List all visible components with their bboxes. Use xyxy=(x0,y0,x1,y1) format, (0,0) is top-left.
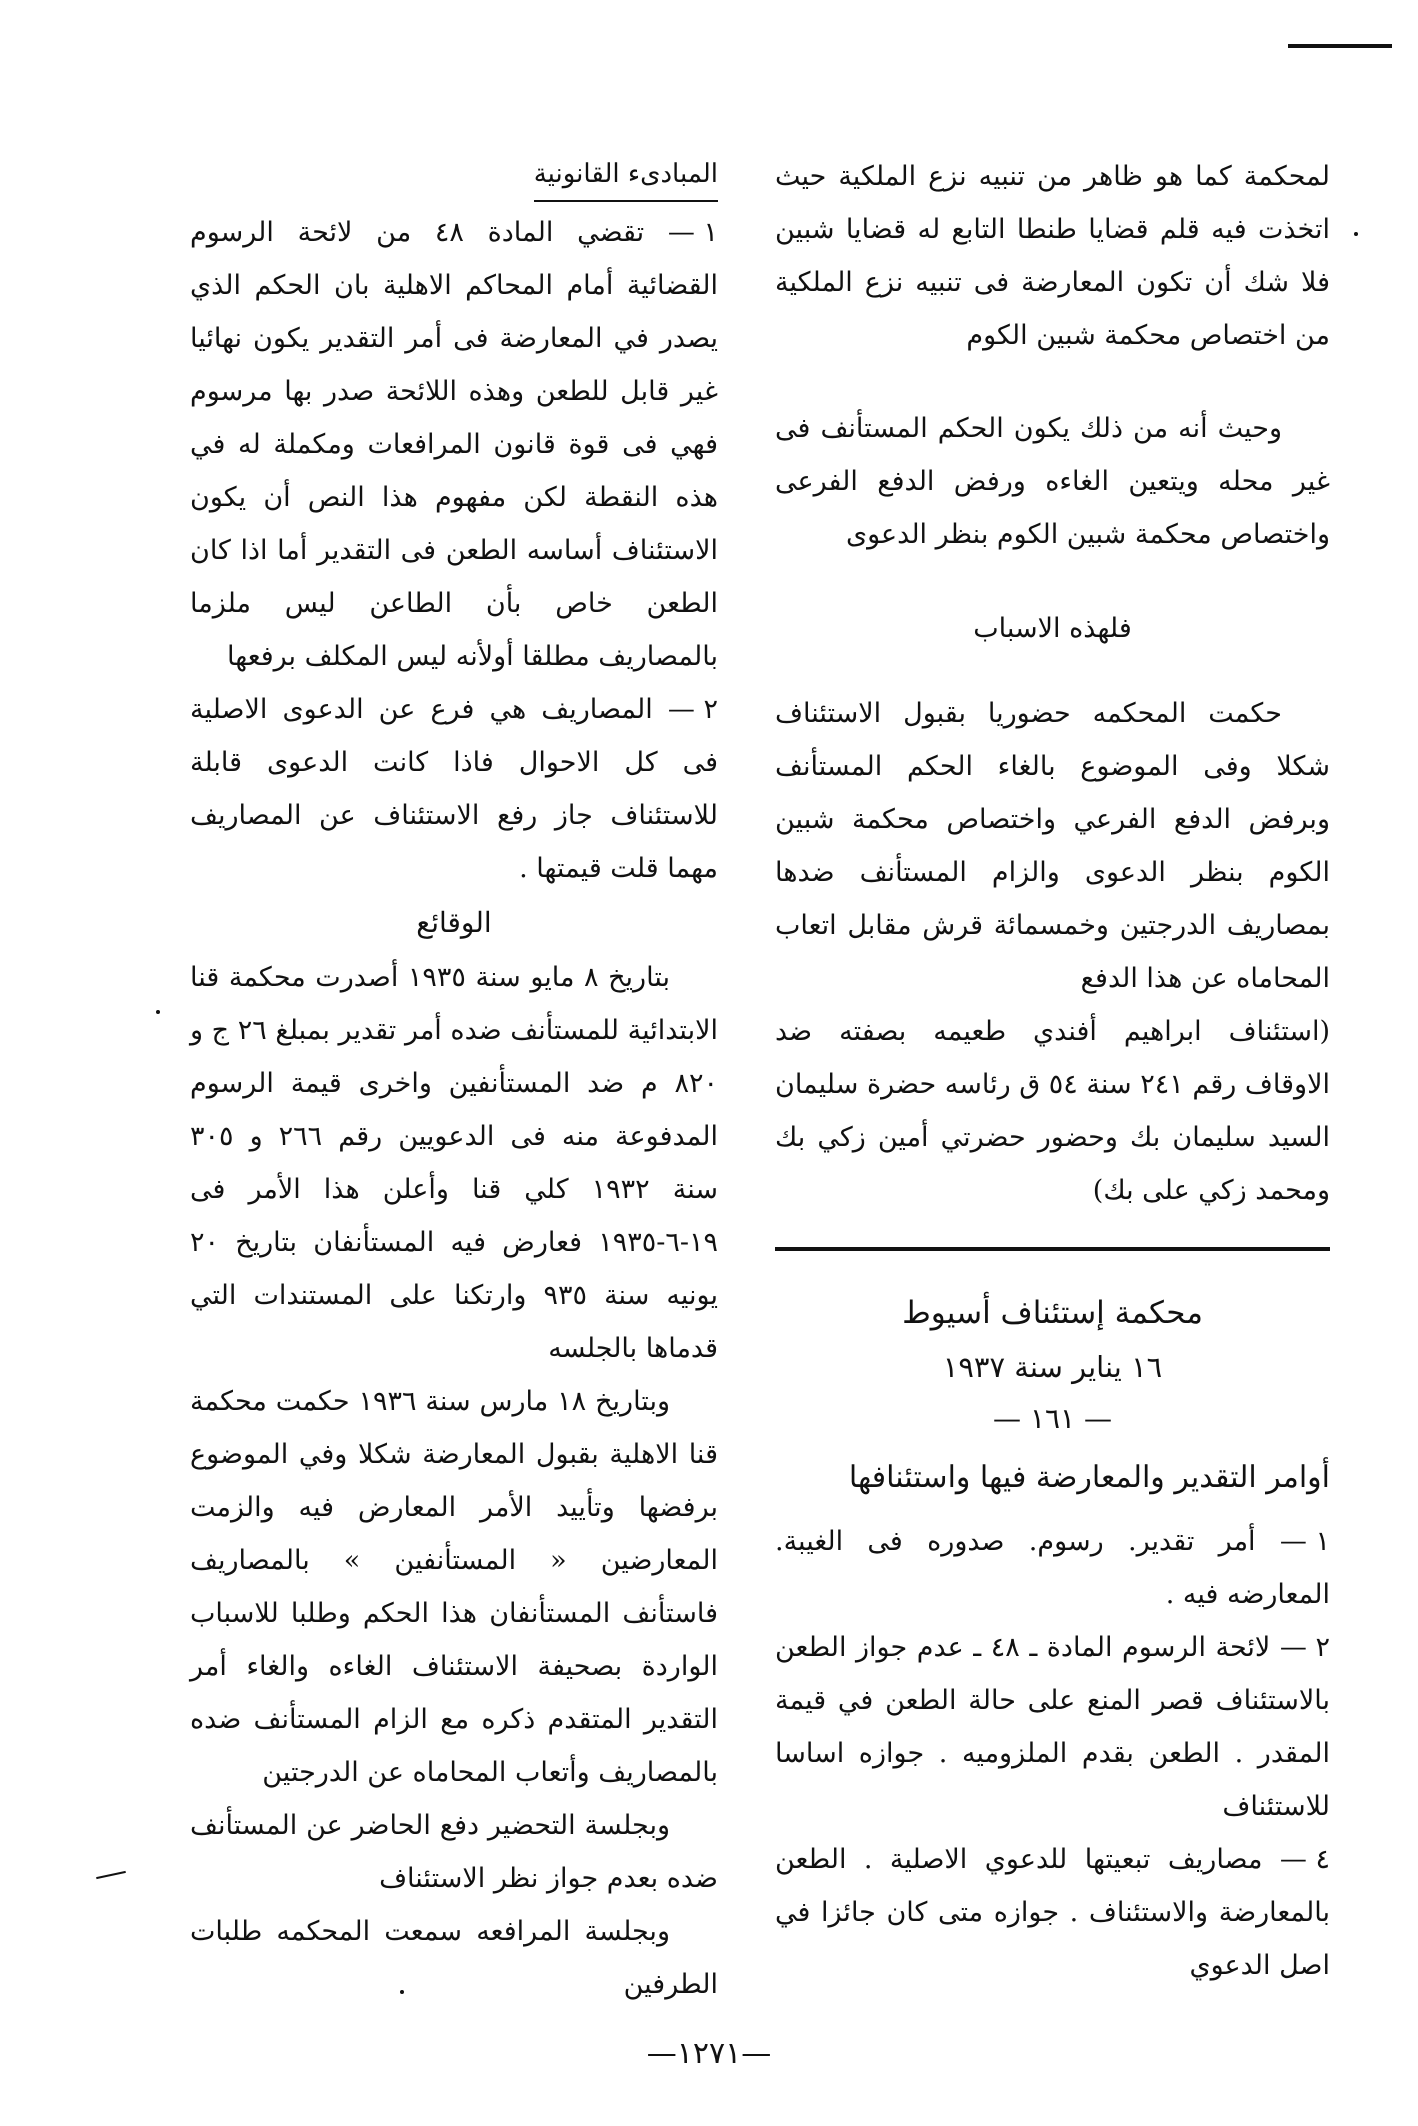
page-number xyxy=(0,2036,1418,2071)
facts-heading: الوقائع xyxy=(416,906,492,939)
scan-speck xyxy=(156,1010,160,1014)
margin-mark xyxy=(96,1871,126,1879)
summary-item xyxy=(775,1621,1330,1833)
principle-number: ١ — xyxy=(667,217,718,248)
section-divider xyxy=(775,1247,1330,1251)
principle-item xyxy=(190,206,718,683)
facts-paragraph: وبجلسة التحضير دفع الحاضر عن المستأنف ضده بعدم جواز نظر الاستئناف xyxy=(190,1810,718,1894)
paragraph-appeal-reasoning: وحيث أنه من ذلك يكون الحكم المستأنف فى غير محله ويتعين الغاءه ورفض الدفع الفرعى واختصاص محكمة شبين الكوم بنظر الدعوى xyxy=(775,413,1330,550)
facts-paragraph: بتاريخ ٨ مايو سنة ١٩٣٥ أصدرت محكمة قنا الابتدائية للمستأنف ضده أمر تقدير بمبلغ ٢٦ ج و ٨٢٠ م ضد المستأنفين واخرى قيمة الرسوم المدفوعة منه فى الدعويين رقم ٢٦٦ و ٣٠٥ سنة ١٩٣٢ كلي قنا وأعلن هذا الأمر فى ١٩-٦-١٩٣٥ فعارض فيه المستأنفان بتاريخ ٢٠ يونيه سنة ٩٣٥ وارتكنا على المستندات التي قدماها بالجلسه xyxy=(190,962,719,1364)
right-column xyxy=(775,150,1330,1992)
summary-item-text: لائحة الرسوم المادة ـ ٤٨ ـ عدم جواز الطعن بالاستئناف قصر المنع على حالة الطعن في قيمة المقدر . الطعن بقدم الملزوميه . جوازه اساسا للاستئناف xyxy=(775,1632,1330,1822)
case-topic: أوامر التقدير والمعارضة فيها واستئنافها xyxy=(848,1460,1330,1495)
principle-item xyxy=(190,683,718,895)
scan-speck xyxy=(400,1990,404,1994)
summary-item xyxy=(775,1515,1330,1621)
principle-number: ٢ — xyxy=(667,694,718,725)
summary-item xyxy=(775,1833,1330,1992)
left-column xyxy=(190,150,718,2011)
principle-text: تقضي المادة ٤٨ من لائحة الرسوم القضائية أمام المحاكم الاهلية بان الحكم الذي يصدر في المعارضة فى أمر التقدير يكون نهائيا غير قابل للطعن وهذه اللائحة صدر بها مرسوم فهي فى قوة قانون المرافعات ومكملة له في هذه النقطة لكن مفهوم هذا النص أن يكون الاستئناف أساسه الطعن فى التقدير أما اذا كان الطعن خاص بأن الطاعن ليس ملزما بالمصاريف مطلقا أولأنه ليس المكلف برفعها xyxy=(190,217,718,672)
summary-item-number: ٢ — xyxy=(1279,1632,1331,1663)
reasons-heading: فلهذه الاسباب xyxy=(973,613,1132,644)
principle-text: المصاريف هي فرع عن الدعوى الاصلية فى كل الاحوال فاذا كانت الدعوى قابلة للاستئناف جاز رفع الاستئناف عن المصاريف مهما قلت قيمتها . xyxy=(190,694,718,884)
scan-speck xyxy=(1354,232,1358,236)
case-reference: (استئناف ابراهيم أفندي طعيمه بصفته ضد الاوقاف رقم ٢٤١ سنة ٥٤ ق رئاسه حضرة سليمان السيد سليمان بك وحضور حضرتي أمين زكي بك ومحمد زكي على بك) xyxy=(775,1016,1330,1206)
paragraph-jurisdiction: لمحكمة كما هو ظاهر من تنبيه نزع الملكية حيث اتخذت فيه قلم قضايا طنطا التابع له قضايا شبين فلا شك أن تكون المعارضة فى تنبيه نزع الملكية من اختصاص محكمة شبين الكوم xyxy=(775,161,1330,351)
legal-principles-title: المبادىء القانونية xyxy=(534,150,718,202)
judgment-number: — ١٦١ — xyxy=(993,1402,1112,1435)
summary-item-number: ١ — xyxy=(1279,1526,1330,1557)
facts-paragraph: وبتاريخ ١٨ مارس سنة ١٩٣٦ حكمت محكمة قنا الاهلية بقبول المعارضة شكلا وفي الموضوع برفضها وتأييد الأمر المعارض فيه والزمت المعارضين « المستأنفين » بالمصاريف فاستأنف المستأنفان هذا الحكم وطلبا للاسباب الواردة بصحيفة الاستئناف الغاءه والغاء أمر التقدير المتقدم ذكره مع الزام المستأنف ضده بالمصاريف وأتعاب المحاماه عن الدرجتين xyxy=(190,1386,718,1788)
page-number-text: —١٢٧١— xyxy=(646,2036,772,2071)
summary-item-text: مصاريف تبعيتها للدعوي الاصلية . الطعن بالمعارضة والاستئناف . جوازه متى كان جائزا في اصل الدعوي xyxy=(775,1844,1330,1981)
court-title: محكمة إستئناف أسيوط xyxy=(902,1295,1203,1331)
judgment-date: ١٦ يناير سنة ١٩٣٧ xyxy=(942,1350,1163,1384)
facts-paragraph: وبجلسة المرافعه سمعت المحكمه طلبات الطرفين xyxy=(190,1916,718,2000)
summary-item-text: أمر تقدير. رسوم. صدوره فى الغيبة. المعارضه فيه . xyxy=(775,1526,1330,1610)
ruling-paragraph: حكمت المحكمه حضوريا بقبول الاستئناف شكلا وفى الموضوع بالغاء الحكم المستأنف وبرفض الدفع الفرعي واختصاص محكمة شبين الكوم بنظر الدعوى والزام المستأنف ضدها بمصاريف الدرجتين وخمسمائة قرش مقابل اتعاب المحاماه عن هذا الدفع xyxy=(775,698,1330,994)
top-rule xyxy=(1288,44,1392,48)
summary-item-number: ٤ — xyxy=(1279,1844,1330,1875)
